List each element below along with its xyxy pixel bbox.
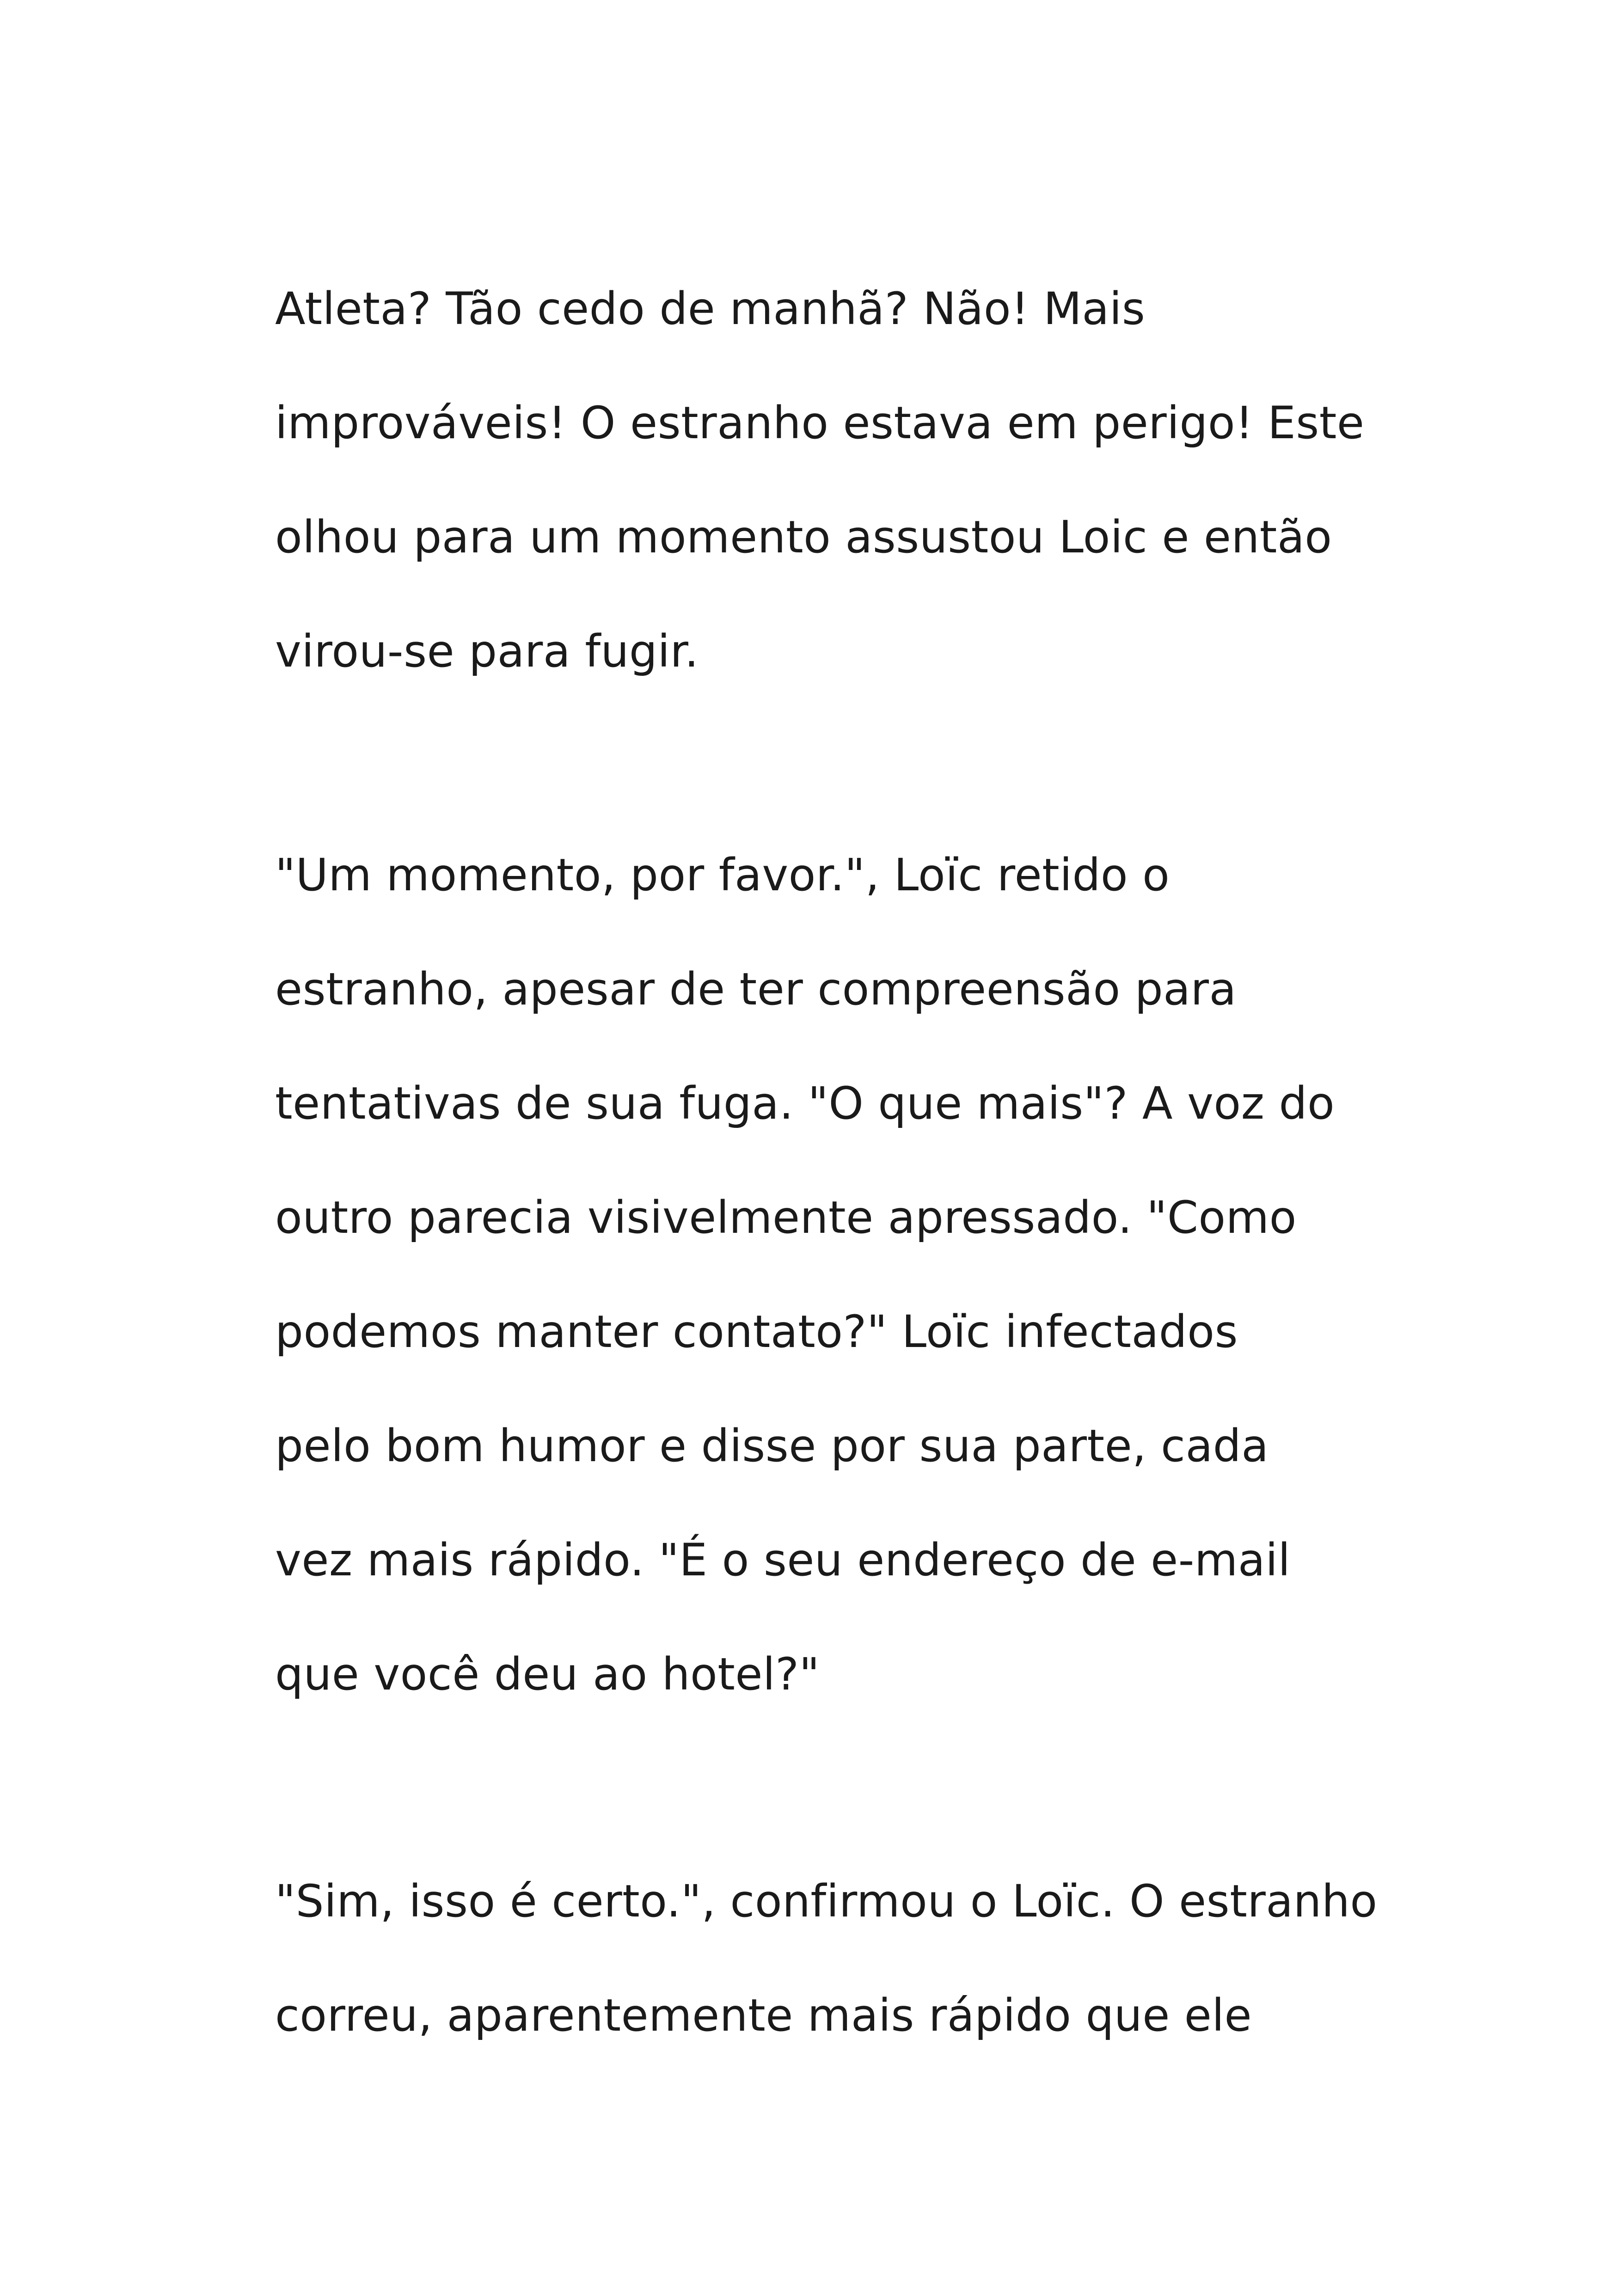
text-line: estranho, apesar de ter compreensão para	[275, 963, 1237, 1015]
text-line: pelo bom humor e disse por sua parte, cada	[275, 1420, 1269, 1472]
text-line: olhou para um momento assustou Loic e então	[275, 511, 1332, 563]
text-line: vez mais rápido. "É o seu endereço de e-mail	[275, 1534, 1291, 1586]
text-line: "Sim, isso é certo.", confirmou o Loïc. O estranho	[275, 1875, 1378, 1927]
text-line: podemos manter contato?" Loïc infectados	[275, 1306, 1238, 1358]
text-line: outro parecia visivelmente apressado. "Como	[275, 1192, 1297, 1243]
text-line: que você deu ao hotel?"	[275, 1648, 820, 1700]
text-line: virou-se para fugir.	[275, 625, 699, 677]
paragraph-3	[275, 1844, 1385, 2073]
paragraph-2	[275, 818, 1385, 1732]
text-line: Atleta? Tão cedo de manhã? Não! Mais	[275, 283, 1146, 335]
text-line: correu, aparentemente mais rápido que ele	[275, 1990, 1252, 2041]
text-line: improváveis! O estranho estava em perigo! Este	[275, 397, 1365, 449]
paragraph-1	[275, 252, 1385, 709]
text-line: "Um momento, por favor.", Loïc retido o	[275, 849, 1170, 901]
text-line: tentativas de sua fuga. "O que mais"? A voz do	[275, 1078, 1335, 1129]
